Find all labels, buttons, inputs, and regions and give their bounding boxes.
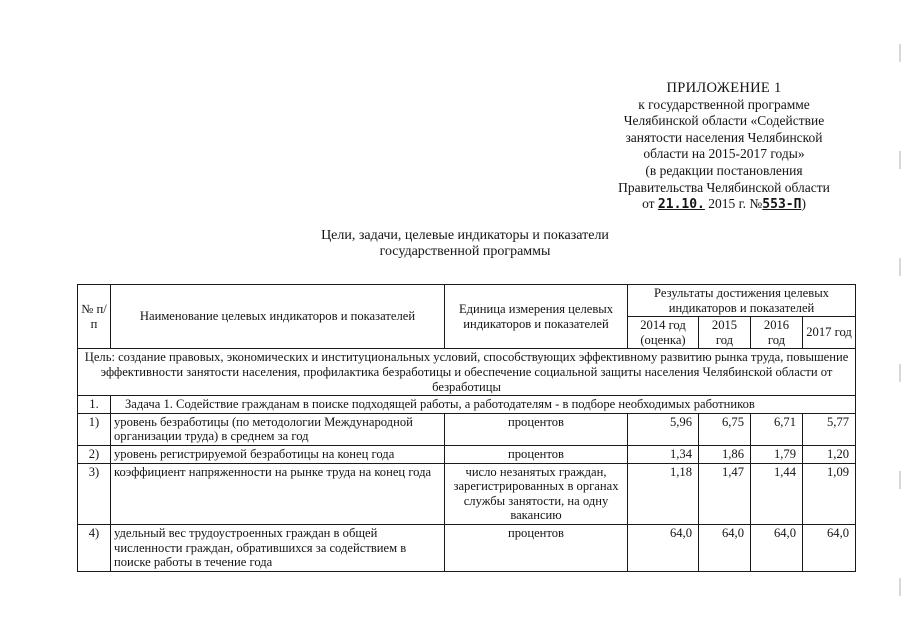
row-value: 1,18 bbox=[628, 463, 699, 524]
appendix-line: Правительства Челябинской области bbox=[618, 179, 830, 195]
table-row bbox=[78, 463, 856, 524]
row-value: 64,0 bbox=[803, 524, 856, 571]
scan-mark bbox=[899, 578, 901, 596]
header-year: 2015 год bbox=[699, 317, 751, 349]
appendix-line: (в редакции постановления bbox=[645, 162, 803, 178]
indicators-table bbox=[77, 284, 856, 572]
row-value: 1,20 bbox=[803, 445, 856, 463]
scan-mark bbox=[899, 471, 901, 489]
header-results: Результаты достижения целевых индикаторов и показателей bbox=[628, 285, 856, 317]
closing-paren: ) bbox=[801, 196, 806, 212]
row-name: коэффициент напряженности на рынке труда на конец года bbox=[111, 463, 445, 524]
scan-mark bbox=[899, 364, 901, 382]
row-unit: процентов bbox=[445, 524, 628, 571]
row-value: 5,77 bbox=[803, 413, 856, 445]
appendix-date-line bbox=[588, 196, 860, 214]
row-num: 4) bbox=[78, 524, 111, 571]
header-row bbox=[78, 285, 856, 317]
row-num: 3) bbox=[78, 463, 111, 524]
heading-line: государственной программы bbox=[379, 244, 551, 259]
header-year: 2016 год bbox=[751, 317, 803, 349]
appendix-block bbox=[588, 80, 860, 214]
handwritten-number: 553-П bbox=[762, 197, 802, 213]
table-row bbox=[78, 524, 856, 571]
row-value: 1,79 bbox=[751, 445, 803, 463]
appendix-line: занятости населения Челябинской bbox=[625, 129, 823, 145]
goal-row bbox=[78, 349, 856, 396]
date-year: 2015 г. № bbox=[708, 196, 763, 212]
row-name: удельный вес трудоустроенных граждан в общей численности граждан, обратившихся за содействием в поиске работы в течение года bbox=[111, 524, 445, 571]
row-value: 64,0 bbox=[751, 524, 803, 571]
row-name: уровень безработицы (по методологии Международной организации труда) в среднем за год bbox=[111, 413, 445, 445]
table-row bbox=[78, 413, 856, 445]
task-row bbox=[78, 396, 856, 414]
task-text: Задача 1. Содействие гражданам в поиске подходящей работы, а работодателям - в подборе необходимых работников bbox=[111, 396, 856, 414]
task-num: 1. bbox=[78, 396, 111, 414]
scan-edge-marks bbox=[897, 0, 903, 640]
appendix-line: к государственной программе bbox=[638, 96, 810, 112]
row-value: 64,0 bbox=[699, 524, 751, 571]
header-year: 2014 год (оценка) bbox=[628, 317, 699, 349]
row-value: 6,71 bbox=[751, 413, 803, 445]
table-row bbox=[78, 445, 856, 463]
row-value: 1,34 bbox=[628, 445, 699, 463]
row-num: 1) bbox=[78, 413, 111, 445]
appendix-line: области на 2015-2017 годы» bbox=[643, 146, 805, 162]
row-value: 1,47 bbox=[699, 463, 751, 524]
row-unit: процентов bbox=[445, 413, 628, 445]
appendix-line: Челябинской области «Содействие bbox=[623, 113, 825, 129]
row-name: уровень регистрируемой безработицы на конец года bbox=[111, 445, 445, 463]
row-unit: процентов bbox=[445, 445, 628, 463]
row-value: 5,96 bbox=[628, 413, 699, 445]
header-year: 2017 год bbox=[803, 317, 856, 349]
row-value: 6,75 bbox=[699, 413, 751, 445]
heading-line: Цели, задачи, целевые индикаторы и показатели bbox=[321, 228, 609, 243]
handwritten-date: 21.10. bbox=[657, 197, 705, 213]
row-value: 1,09 bbox=[803, 463, 856, 524]
header-num: № п/п bbox=[78, 285, 111, 349]
appendix-title: ПРИЛОЖЕНИЕ 1 bbox=[666, 80, 782, 96]
header-name: Наименование целевых индикаторов и показателей bbox=[111, 285, 445, 349]
scan-mark bbox=[899, 258, 901, 276]
date-prefix: от bbox=[642, 196, 655, 212]
header-unit: Единица измерения целевых индикаторов и показателей bbox=[445, 285, 628, 349]
row-value: 1,44 bbox=[751, 463, 803, 524]
document-heading bbox=[230, 228, 700, 260]
scan-mark bbox=[899, 151, 901, 169]
row-value: 64,0 bbox=[628, 524, 699, 571]
row-unit: число незанятых граждан, зарегистрированных в органах службы занятости, на одну вакансию bbox=[445, 463, 628, 524]
row-num: 2) bbox=[78, 445, 111, 463]
row-value: 1,86 bbox=[699, 445, 751, 463]
goal-text: Цель: создание правовых, экономических и институциональных условий, способствующих эффективному развитию рынка труда, повышение эффективности занятости населения, профилактика безработицы и обеспечение социальной защиты населения Челябинской области от безработицы bbox=[78, 349, 856, 396]
scan-mark bbox=[899, 44, 901, 62]
